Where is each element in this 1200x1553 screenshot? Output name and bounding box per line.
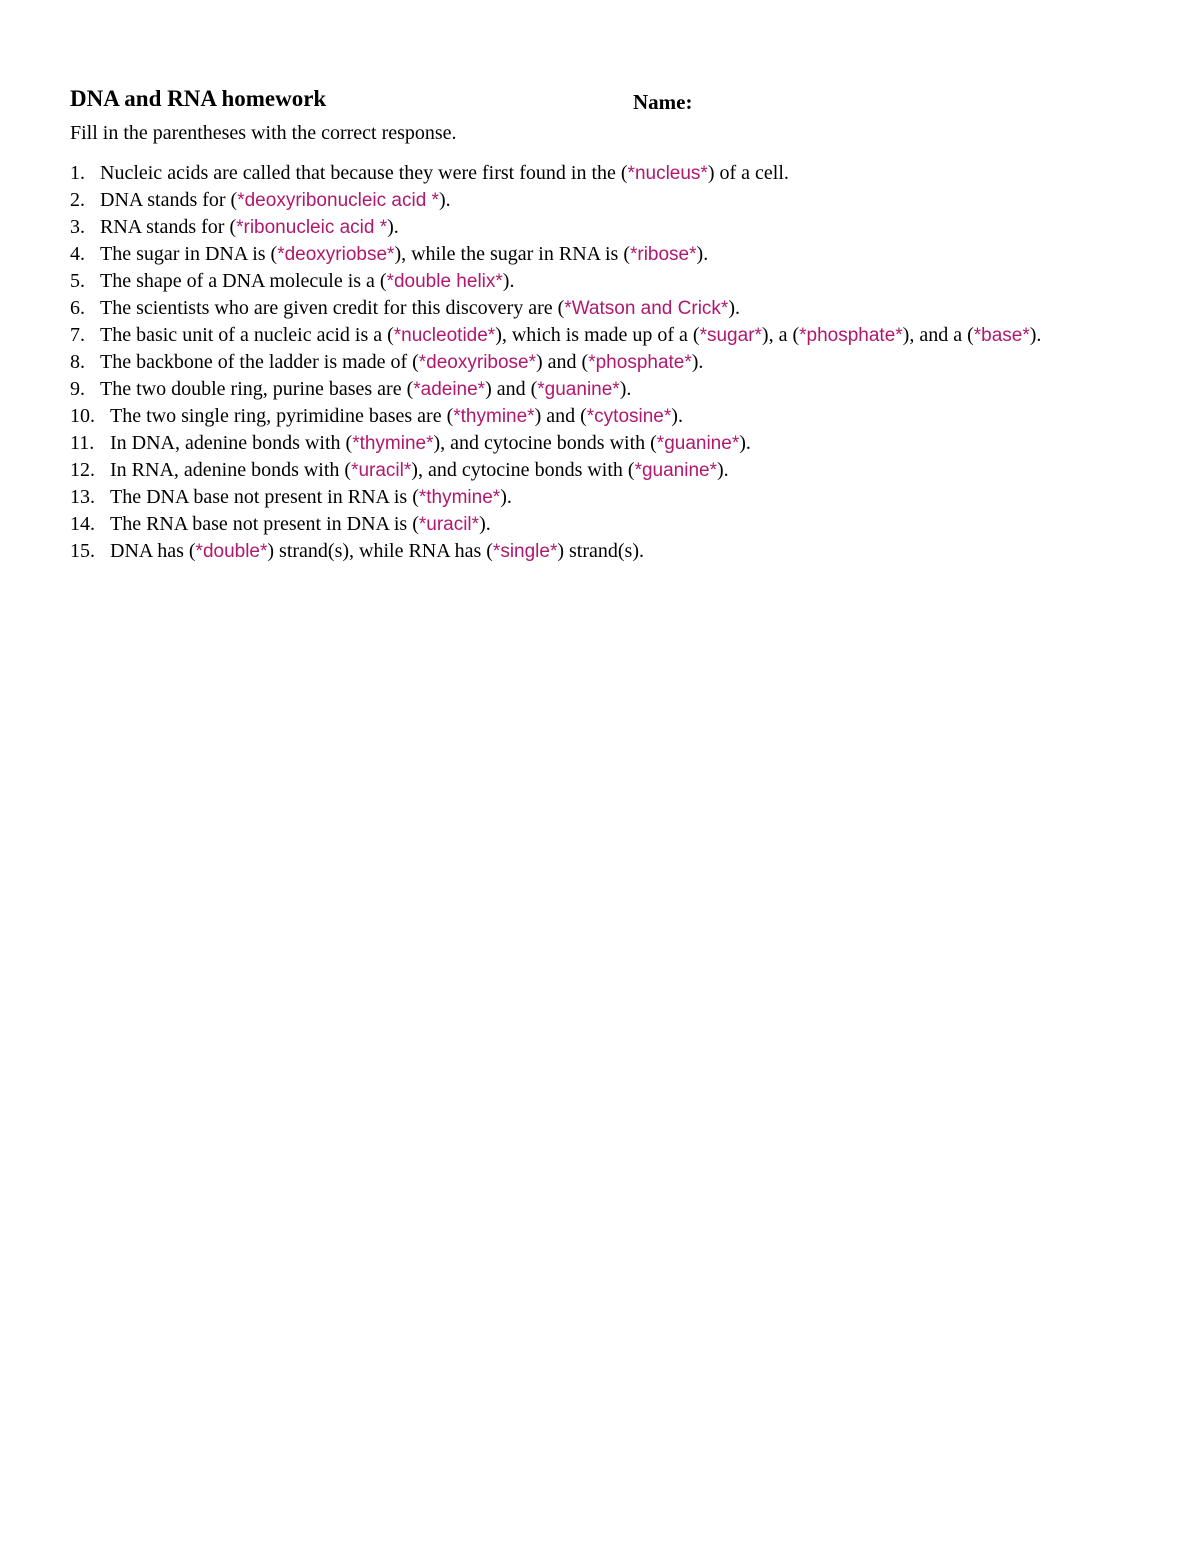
answer-text: *deoxyribonucleic acid * bbox=[237, 190, 439, 211]
answer-text: *guanine* bbox=[537, 379, 620, 400]
question-text: ), and a ( bbox=[902, 324, 974, 346]
question-text: The DNA base not present in RNA is ( bbox=[110, 486, 419, 508]
question-number: 2. bbox=[70, 189, 85, 211]
question-item bbox=[70, 511, 1130, 538]
answer-text: *double helix* bbox=[386, 271, 503, 292]
question-item bbox=[70, 241, 1130, 268]
question-item bbox=[70, 457, 1130, 484]
question-item bbox=[70, 376, 1130, 403]
question-text: ). bbox=[716, 459, 729, 481]
answer-text: *thymine* bbox=[418, 487, 501, 508]
question-text: ), and cytocine bonds with ( bbox=[411, 459, 635, 481]
answer-text: *phosphate* bbox=[588, 352, 692, 373]
question-item bbox=[70, 295, 1130, 322]
question-item bbox=[70, 538, 1130, 565]
question-text: Nucleic acids are called that because they were first found in the ( bbox=[100, 162, 628, 184]
question-text: RNA stands for ( bbox=[100, 216, 237, 238]
question-item bbox=[70, 403, 1130, 430]
question-number: 10. bbox=[70, 405, 95, 427]
question-number: 11. bbox=[70, 432, 95, 454]
question-text: The two single ring, pyrimidine bases are ( bbox=[110, 405, 454, 427]
question-text: ), while the sugar in RNA is ( bbox=[394, 243, 630, 265]
question-text: The backbone of the ladder is made of ( bbox=[100, 351, 419, 373]
answer-text: *single* bbox=[492, 541, 558, 562]
question-text: The two double ring, purine bases are ( bbox=[100, 378, 414, 400]
question-text: The basic unit of a nucleic acid is a ( bbox=[100, 324, 394, 346]
question-text: ). bbox=[691, 351, 704, 373]
question-text: ). bbox=[438, 189, 451, 211]
answer-text: *phosphate* bbox=[799, 325, 903, 346]
question-text: The sugar in DNA is ( bbox=[100, 243, 278, 265]
answer-text: *nucleotide* bbox=[393, 325, 496, 346]
question-text: ). bbox=[387, 216, 399, 238]
question-text: ). bbox=[728, 297, 740, 319]
answer-text: *thymine* bbox=[352, 433, 434, 454]
question-text: ). bbox=[739, 432, 751, 454]
instructions: Fill in the parentheses with the correct response. bbox=[70, 122, 457, 144]
question-text: The shape of a DNA molecule is a ( bbox=[100, 270, 387, 292]
question-text: ). bbox=[500, 486, 512, 508]
answer-text: *deoxyribose* bbox=[418, 352, 537, 373]
answer-text: *guanine* bbox=[656, 433, 740, 454]
question-number: 3. bbox=[70, 216, 85, 238]
question-text: ), a ( bbox=[761, 324, 800, 346]
question-text: DNA has ( bbox=[110, 540, 196, 562]
answer-text: *cytosine* bbox=[586, 406, 672, 427]
page-title: DNA and RNA homework bbox=[70, 86, 327, 111]
question-number: 15. bbox=[70, 540, 95, 562]
question-item bbox=[70, 160, 1130, 187]
question-text: ). bbox=[696, 243, 709, 265]
question-item bbox=[70, 187, 1130, 214]
question-item bbox=[70, 214, 1130, 241]
question-item bbox=[70, 322, 1130, 349]
question-number: 12. bbox=[70, 459, 95, 481]
question-number: 5. bbox=[70, 270, 85, 292]
question-number: 13. bbox=[70, 486, 95, 508]
question-number: 6. bbox=[70, 297, 85, 319]
question-text: ). bbox=[1029, 324, 1042, 346]
answer-text: *sugar* bbox=[699, 325, 762, 346]
answer-text: *uracil* bbox=[351, 460, 412, 481]
answer-text: *nucleus* bbox=[627, 163, 708, 184]
question-text: ), which is made up of a ( bbox=[495, 324, 700, 346]
question-list bbox=[70, 160, 1130, 565]
answer-text: *ribonucleic acid * bbox=[236, 217, 388, 238]
question-text: ) and ( bbox=[536, 351, 589, 373]
question-text: ) strand(s). bbox=[557, 540, 644, 562]
question-text: In DNA, adenine bonds with ( bbox=[110, 432, 353, 454]
question-number: 7. bbox=[70, 324, 85, 346]
question-item bbox=[70, 484, 1130, 511]
question-text: ) and ( bbox=[534, 405, 587, 427]
question-item bbox=[70, 349, 1130, 376]
question-text: In RNA, adenine bonds with ( bbox=[110, 459, 352, 481]
question-text: The scientists who are given credit for this discovery are ( bbox=[100, 297, 565, 319]
question-text: ). bbox=[479, 513, 491, 535]
answer-text: *Watson and Crick* bbox=[564, 298, 729, 319]
question-text: ) and ( bbox=[485, 378, 538, 400]
answer-text: *base* bbox=[973, 325, 1030, 346]
answer-text: *ribose* bbox=[629, 244, 697, 265]
question-item bbox=[70, 430, 1130, 457]
question-text: ). bbox=[619, 378, 632, 400]
name-label: Name: bbox=[633, 90, 693, 114]
answer-text: *double* bbox=[195, 541, 268, 562]
question-text: ). bbox=[671, 405, 683, 427]
question-number: 14. bbox=[70, 513, 95, 535]
question-number: 1. bbox=[70, 162, 85, 184]
question-text: ) strand(s), while RNA has ( bbox=[267, 540, 493, 562]
question-number: 8. bbox=[70, 351, 85, 373]
question-text: DNA stands for ( bbox=[100, 189, 238, 211]
question-number: 4. bbox=[70, 243, 85, 265]
question-text: ), and cytocine bonds with ( bbox=[433, 432, 657, 454]
question-text: ). bbox=[502, 270, 515, 292]
question-text: The RNA base not present in DNA is ( bbox=[110, 513, 419, 535]
question-number: 9. bbox=[70, 378, 85, 400]
answer-text: *adeine* bbox=[413, 379, 486, 400]
question-item bbox=[70, 268, 1130, 295]
question-text: ) of a cell. bbox=[707, 162, 789, 184]
answer-text: *thymine* bbox=[453, 406, 535, 427]
answer-text: *guanine* bbox=[634, 460, 717, 481]
answer-text: *uracil* bbox=[418, 514, 480, 535]
answer-text: *deoxyriobse* bbox=[277, 244, 395, 265]
